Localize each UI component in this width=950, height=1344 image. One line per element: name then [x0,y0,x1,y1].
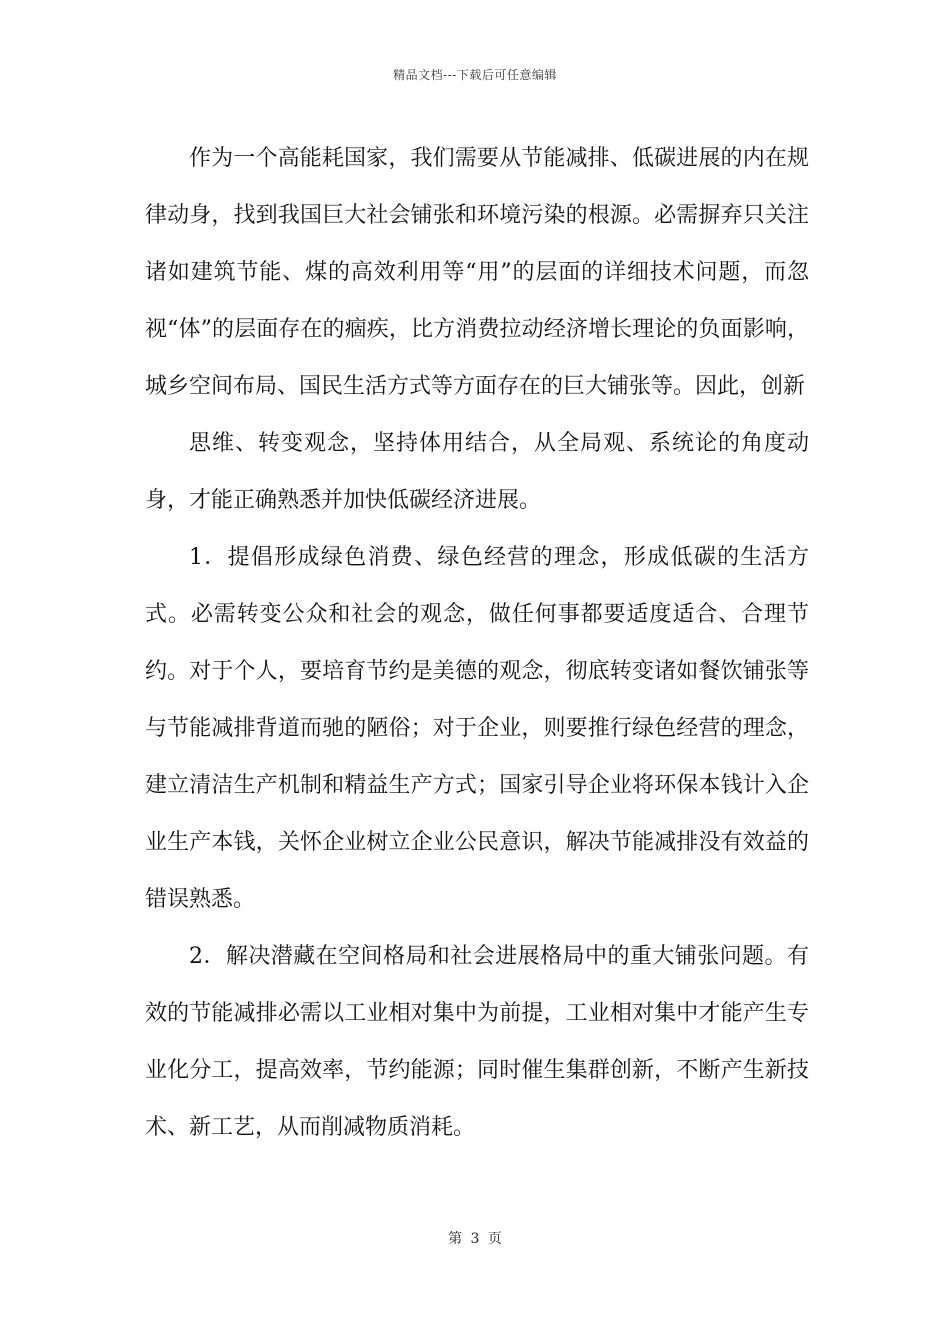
paragraph-2: 思维、转变观念，坚持体用结合，从全局观、系统论的角度动身，才能正确熟悉并加快低碳经济进展。 [145,431,809,513]
paragraph-4: 2．解决潜藏在空间格局和社会进展格局中的重大铺张问题。有效的节能减排必需以工业相对集中为前提，工业相对集中才能产生专业化分工，提高效率，节约能源；同时催生集群创新，不断产生新技术、新工艺，从而削减物质消耗。 [145,944,809,1140]
page-header: 精品文档---下载后可任意编辑 [393,68,557,82]
paragraph-3: 1．提倡形成绿色消费、绿色经营的理念，形成低碳的生活方式。必需转变公众和社会的观念，做任何事都要适度适合、合理节约。对于个人，要培育节约是美德的观念，彻底转变诸如餐饮铺张等与节能减排背道而驰的陋俗；对于企业，则要推行绿色经营的理念，建立清洁生产机制和精益生产方式；国家引导企业将环保本钱计入企业生产本钱，关怀企业树立企业公民意识，解决节能减排没有效益的错误熟悉。 [145,545,809,912]
document-body [145,130,809,1156]
page-footer [0,1228,950,1248]
page-prefix: 第 [448,1231,463,1247]
page-number: 3 [470,1231,480,1247]
paragraph-1: 作为一个高能耗国家，我们需要从节能减排、低碳进展的内在规律动身，找到我国巨大社会铺张和环境污染的根源。必需摒弃只关注诸如建筑节能、煤的高效利用等“用”的层面的详细技术问题，而忽视“体”的层面存在的痼疾，比方消费拉动经济增长理论的负面影响，城乡空间布局、国民生活方式等方面存在的巨大铺张等。因此，创新 [145,146,809,399]
page-suffix: 页 [487,1231,502,1247]
